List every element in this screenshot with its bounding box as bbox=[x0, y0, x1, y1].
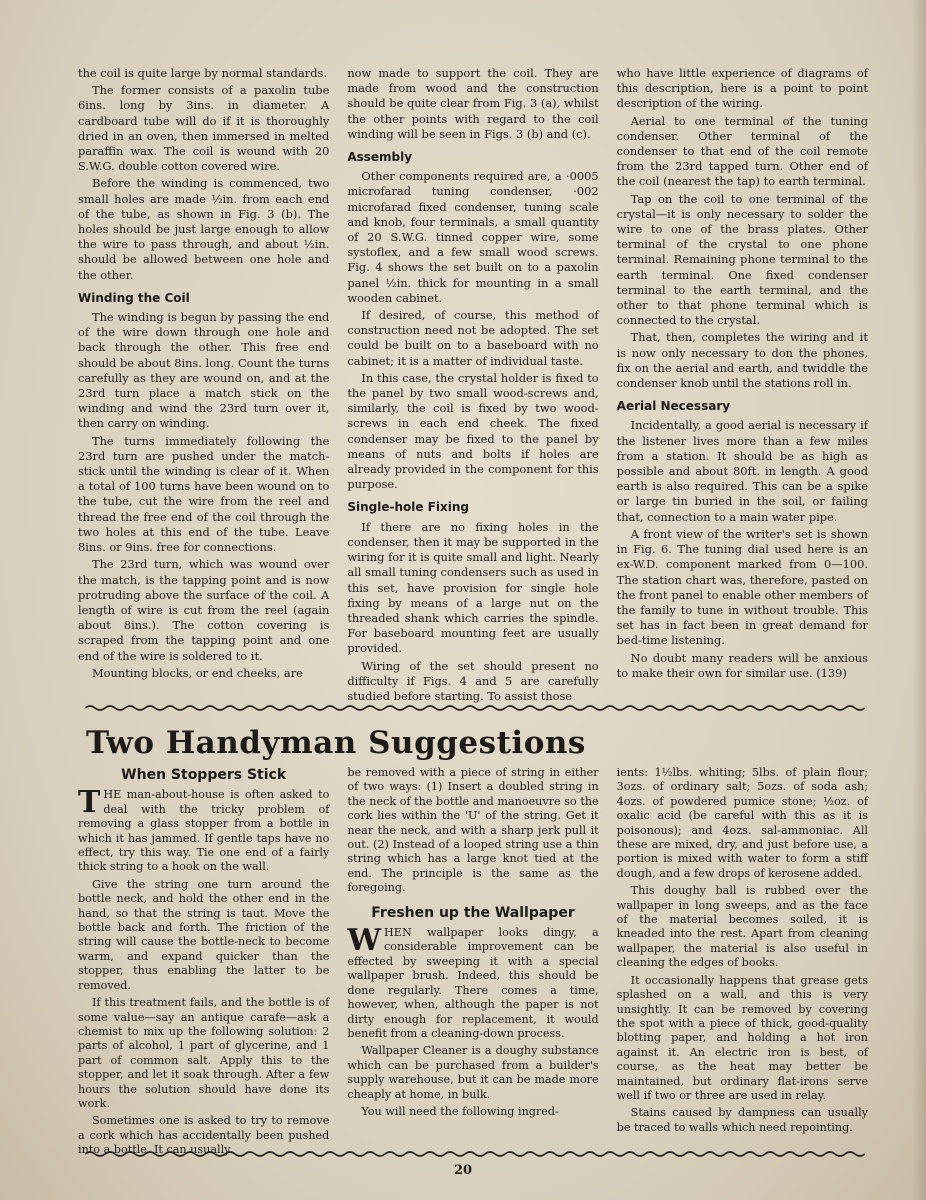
paragraph: A front view of the writer's set is shown in Fig. 6. The tuning dial used here is an ex-W.D. component marked from 0—100. The station chart was, therefore, pasted on the front panel to enable other members of the family to tune in without trouble. This set has in fact been in great demand for bed-time listening. bbox=[616, 526, 868, 648]
paragraph: Other components required are, a ·0005 microfarad tuning condenser, ·002 microfarad fixed condenser, tuning scale and knob, four terminals, a small quantity of 20 S.W.G. tinned copper wire, some systoflex, and a few small wood screws. Fig. 4 shows the set built on to a paxolin panel ½in. thick for mounting in a small wooden cabinet. bbox=[347, 169, 599, 305]
paragraph: If desired, of course, this method of construction need not be adopted. The set could be built on to a baseboard with no cabinet; it is a matter of individual taste. bbox=[347, 308, 599, 368]
paragraph: Stains caused by dampness can usually be traced to walls which need repointing. bbox=[616, 1106, 868, 1134]
subheading: Winding the Coil bbox=[78, 290, 190, 305]
paragraph: Mounting blocks, or end cheeks, are bbox=[92, 665, 303, 680]
page-edge-shadow bbox=[912, 0, 926, 1200]
paragraph: Give the string one turn around the bottle neck, and hold the other end in the hand, so that the string is taut. Move the bottle back and forth. The friction of the string will cause the bottle-neck to become warm, and expand quicker than the stopper, thus enabling the latter to be removed. bbox=[78, 877, 330, 992]
paragraph: If this treatment fails, and the bottle is of some value—say an antique carafe—ask a chemist to mix up the following solution: 2 parts of alcohol, 1 part of glycerine, and 1 part of common salt. Apply this to the stopper, and let it soak through. After a few hours the solution should have done its work. bbox=[78, 996, 330, 1110]
paragraph: The turns immediately following the 23rd turn are pushed under the match-stick until the winding is clear of it. When a total of 100 turns have been wound on to the tube, cut the wire from the reel and thread the free end of the coil through the two holes at this end of the tube. Leave 8ins. or 9ins. free for connections. bbox=[78, 433, 330, 555]
column-3 bbox=[617, 766, 868, 1146]
paragraph: It occasionally happens that grease gets splashed on a wall, and this is very unsightly. It can be removed by covering the spot with a piece of thick, good-quality blotting paper, and holding a hot iron against it. An electric iron is best, of course, as the heat may better be maintained, but ordinary flat-irons serve well if two or three are used in relay. bbox=[616, 973, 868, 1102]
drop-cap: T bbox=[78, 785, 101, 821]
subheading: Freshen up the Wallpaper bbox=[371, 904, 575, 921]
paragraph: The former consists of a paxolin tube 6ins. long by 3ins. in diameter. A cardboard tube will do if it is thoroughly dried in an oven, then immersed in melted paraffin wax. The coil is wound with 20 S.W.G. double cotton covered wire. bbox=[78, 83, 330, 174]
subheading: Assembly bbox=[347, 150, 413, 165]
paragraph: Aerial to one terminal of the tuning condenser. Other terminal of the condenser to that end of the coil remote from the 23rd tapped turn. Other end of the coil (nearest the tap) to earth terminal. bbox=[616, 113, 868, 189]
paragraph: now made to support the coil. They are made from wood and the construction should be quite clear from Fig. 3 (a), whilst the other points with regard to the coil winding will be seen in Figs. 3 (b) and (c). bbox=[347, 66, 599, 141]
wavy-divider bbox=[85, 704, 865, 712]
paragraph: The 23rd turn, which was wound over the match, is the tapping point and is now protruding above the surface of the coil. A length of wire is cut from the reel (again about 8ins.). The cotton covering is scraped from the tapping point and one end of the wire is soldered to it. bbox=[78, 557, 330, 663]
column-3 bbox=[617, 66, 868, 696]
subheading: Aerial Necessary bbox=[616, 399, 731, 414]
paragraph: If there are no fixing holes in the condenser, then it may be supported in the wiring for it is quite small and light. Nearly all small tuning condensers such as used in this set, have provision for single hole fixing by means of a large nut on the threaded shank which carries the spindle. For baseboard mounting feet are usually provided. bbox=[347, 519, 599, 656]
subheading: When Stoppers Stick bbox=[121, 767, 287, 783]
subheading: Single-hole Fixing bbox=[347, 500, 469, 515]
article-title: Two Handyman Suggestions bbox=[86, 725, 586, 761]
page-number: 20 bbox=[453, 1163, 473, 1178]
paragraph: the coil is quite large by normal standards. bbox=[78, 66, 327, 80]
column-1 bbox=[78, 66, 329, 696]
column-1 bbox=[78, 766, 330, 1157]
paragraph-text: HE man-about-house is often asked to deal with the tricky problem of removing a glass stopper from a bottle in which it has jammed. If gentle taps have no effect, try this way. Tie one end of a fairly thick string to a hook on the wall. bbox=[78, 788, 330, 874]
paragraph bbox=[78, 785, 330, 874]
paragraph: No doubt many readers will be anxious to make their own for similar use. (139) bbox=[616, 650, 868, 680]
article-crystal-set-continued bbox=[78, 66, 868, 703]
column-2 bbox=[347, 766, 598, 1146]
paragraph bbox=[347, 923, 599, 1041]
paragraph: In this case, the crystal holder is fixed to the panel by two small wood-screws and, similarly, the coil is fixed by two wood-screws in each end cheek. The fixed condenser may be fixed to the panel by means of nuts and bolts if holes are already provided in the component for this purpose. bbox=[347, 370, 599, 492]
paragraph: ients: 1½lbs. whiting; 5lbs. of plain flour; 3ozs. of ordinary salt; 5ozs. of soda ash; 4ozs. of powdered pumice stone; ½oz. of oxalic acid (be careful with this as it is poisonous); and 4ozs. sal-ammoniac. All these are mixed, dry, and just before use, a portion is mixed with water to form a stiff dough, and a few drops of kerosene added. bbox=[616, 766, 868, 880]
paragraph: Sometimes one is asked to try to remove a cork which has accidentally been pushed into a bottle. It can usually bbox=[78, 1114, 330, 1157]
paragraph: Before the winding is commenced, two small holes are made ½in. from each end of the tube, as shown in Fig. 3 (b). The holes should be just large enough to allow the wire to pass through, and about ½in. should be allowed between one hole and the other. bbox=[78, 176, 330, 282]
wavy-divider bbox=[85, 1150, 865, 1158]
drop-cap: W bbox=[347, 923, 382, 959]
paragraph: Wallpaper Cleaner is a doughy substance which can be purchased from a builder's supply warehouse, but it can be made more cheaply at home, in bulk. bbox=[347, 1044, 599, 1101]
paragraph: Wiring of the set should present no difficulty if Figs. 4 and 5 are carefully studied before starting. To assist those bbox=[347, 658, 599, 703]
paragraph: The winding is begun by passing the end of the wire down through one hole and back through the other. This free end should be about 8ins. long. Count the turns carefully as they are wound on, and at the 23rd turn place a match stick on the winding and wind the 23rd turn over it, then carry on winding. bbox=[78, 310, 330, 431]
article-handyman-suggestions bbox=[78, 766, 868, 1157]
paragraph: Tap on the coil to one terminal of the crystal—it is only necessary to solder the wire to one of the brass plates. Other terminal of the crystal to one phone terminal. Remaining phone terminal to the earth terminal. One fixed condenser terminal to the earth terminal, and the other to that phone terminal which is connected to the crystal. bbox=[616, 191, 868, 328]
paragraph: That, then, completes the wiring and it is now only necessary to don the phones, fix on the aerial and earth, and twiddle the condenser knob until the stations roll in. bbox=[616, 330, 868, 391]
column-2 bbox=[347, 66, 599, 703]
paragraph: be removed with a piece of string in either of two ways: (1) Insert a doubled string in the neck of the bottle and manoeuvre so the cork lies within the 'U' of the string. Get it near the neck, and with a sharp jerk pull it out. (2) Instead of a looped string use a thin string which has a large knot tied at the end. The principle is the same as the foregoing. bbox=[347, 766, 599, 895]
paragraph: who have little experience of diagrams of this description, here is a point to point description of the wiring. bbox=[616, 66, 868, 111]
paragraph: This doughy ball is rubbed over the wallpaper in long sweeps, and as the face of the material becomes soiled, it is kneaded into the rest. Apart from cleaning wallpaper, the material is also useful in cleaning the edges of books. bbox=[616, 884, 868, 970]
paragraph: Incidentally, a good aerial is necessary if the listener lives more than a few miles from a station. It should be as high as possible and about 80ft. in length. A good earth is also required. This can be a spike or large tin buried in the soil, or failing that, connection to a main water pipe. bbox=[616, 418, 868, 524]
paragraph: You will need the following ingred- bbox=[361, 1104, 559, 1118]
paragraph-text: HEN wallpaper looks dingy, a considerable improvement can be effected by sweeping it with a special wallpaper brush. Indeed, this should be done regularly. There comes a time, however, when, although the paper is not dirty enough for replacement, it would benefit from a cleaning-down process. bbox=[347, 926, 599, 1040]
